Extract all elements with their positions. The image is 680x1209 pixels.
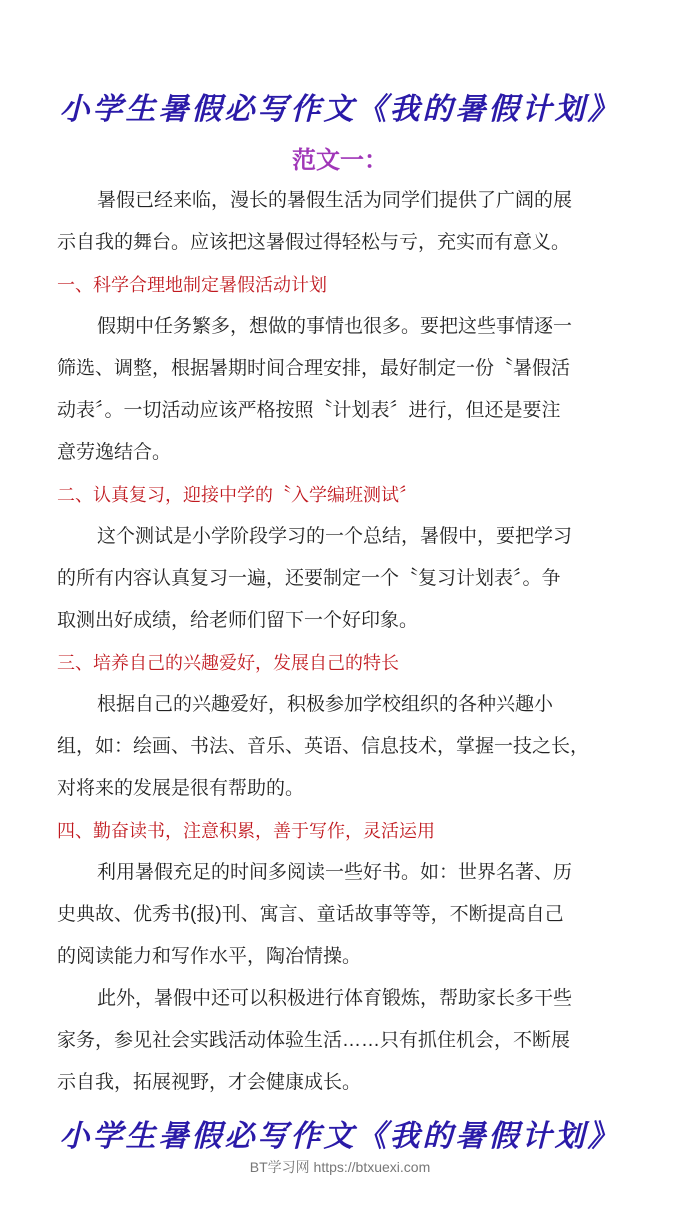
section-subtitle: 范文一： [292, 147, 388, 174]
paragraph-line: 的阅读能力和写作水平，陶冶情操。 [57, 946, 362, 967]
paragraph-line: 动表〞。一切活动应该严格按照〝计划表〞进行，但还是要注 [57, 400, 561, 421]
paragraph-line: 史典故、优秀书(报)刊、寓言、童话故事等等，不断提高自己 [57, 904, 564, 925]
paragraph-line: 根据自己的兴趣爱好，积极参加学校组织的各种兴趣小 [97, 694, 554, 715]
paragraph-line: 家务，参见社会实践活动体验生活……只有抓住机会，不断展 [57, 1030, 571, 1051]
paragraph-line: 对将来的发展是很有帮助的。 [57, 778, 305, 799]
paragraph-line: 的所有内容认真复习一遍，还要制定一个〝复习计划表〞。争 [57, 568, 561, 589]
paragraph-line: 暑假已经来临，漫长的暑假生活为同学们提供了广阔的展 [97, 190, 573, 211]
document-body [57, 180, 637, 1104]
paragraph-line: 筛选、调整，根据暑期时间合理安排，最好制定一份〝暑假活 [57, 358, 571, 379]
paragraph-line: 利用暑假充足的时间多阅读一些好书。如：世界名著、历 [97, 862, 573, 883]
section-heading: 二、认真复习，迎接中学的〝入学编班测试〞 [57, 485, 417, 505]
paragraph-line: 组，如：绘画、书法、音乐、英语、信息技术，掌握一技之长， [57, 736, 590, 757]
paragraph-line: 意劳逸结合。 [57, 442, 172, 463]
bottom-title: 小学生暑假必写作文《我的暑假计划》 [59, 1119, 621, 1154]
paragraph-line: 示自我，拓展视野，才会健康成长。 [57, 1072, 362, 1093]
paragraph-line: 示自我的舞台。应该把这暑假过得轻松与亏，充实而有意义。 [57, 232, 571, 253]
section-heading: 一、科学合理地制定暑假活动计划 [57, 275, 327, 295]
paragraph-line: 此外，暑假中还可以积极进行体育锻炼，帮助家长多干些 [97, 988, 573, 1009]
paragraph-line: 取测出好成绩，给老师们留下一个好印象。 [57, 610, 419, 631]
footer-watermark: BT学习网 https://btxuexi.com [249, 1159, 431, 1175]
section-heading: 三、培养自己的兴趣爱好，发展自己的特长 [57, 653, 399, 673]
page-title: 小学生暑假必写作文《我的暑假计划》 [59, 92, 621, 127]
paragraph-line: 这个测试是小学阶段学习的一个总结，暑假中，要把学习 [97, 526, 573, 547]
paragraph-line: 假期中任务繁多，想做的事情也很多。要把这些事情逐一 [97, 316, 573, 337]
section-heading: 四、勤奋读书，注意积累，善于写作，灵活运用 [57, 821, 435, 841]
